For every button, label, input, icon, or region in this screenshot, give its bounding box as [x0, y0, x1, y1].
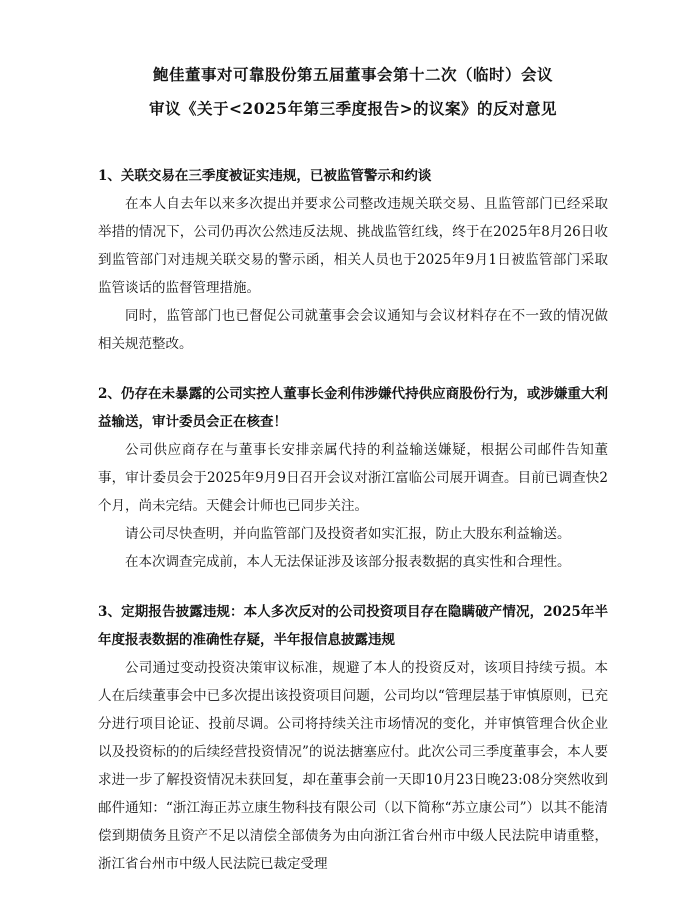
section-2-heading: 2、仍存在未暴露的公司实控人董事长金利伟涉嫌代持供应商股份行为，或涉嫌重大利益输送，审计委员会正在核查！ — [98, 386, 608, 430]
section-1-paragraph-1: 在本人自去年以来多次提出并要求公司整改违规关联交易、且监管部门已经采取举措的情况下，公司仍再次公然违反法规、挑战监管红线，终于在2025年8月26日收到监管部门对违规关联交易的警示函，相关人员也于2025年9月1日被监管部门采取监管谈话的监督管理措施。 — [98, 196, 608, 296]
section-2 — [98, 380, 608, 576]
document-title-block — [98, 58, 608, 126]
section-2-paragraph-1: 公司供应商存在与董事长安排亲属代持的利益输送嫌疑，根据公司邮件告知董事，审计委员会于2025年9月9日召开会议对浙江富临公司展开调查。目前已调查快2个月，尚未完结。天健会计师也已同步关注。 — [98, 442, 608, 514]
section-3-heading: 3、定期报告披露违规：本人多次反对的公司投资项目存在隐瞒破产情况，2025年半年度报表数据的准确性存疑，半年报信息披露违规 — [98, 604, 608, 648]
section-2-paragraph-3: 在本次调查完成前，本人无法保证涉及该部分报表数据的真实性和合理性。 — [125, 554, 571, 570]
section-3-paragraph-1: 公司通过变动投资决策审议标准，规避了本人的投资反对，该项目持续亏损。本人在后续董事会中已多次提出该投资项目问题，公司均以“管理层基于审慎原则，已充分进行项目论证、投前尽调。公司将持续关注市场情况的变化，并审慎管理合伙企业以及投资标的的后续经营投资情况”的说法搪塞应付。此次公司三季度董事会，本人要求进一步了解投资情况未获回复，却在董事会前一天即10月23日晚23:08分突然收到邮件通知：“浙江海正苏立康生物科技有限公司（以下简称“苏立康公司”）以其不能清偿到期债务且资产不足以清偿全部债务为由向浙江省台州市中级人民法院申请重整，浙江省台州市中级人民法院已裁定受理 — [98, 660, 608, 872]
section-3 — [98, 598, 608, 878]
document-title-line-2: 审议《关于<2025年第三季度报告>的议案》的反对意见 — [148, 99, 558, 118]
document-title-line-1: 鲍佳董事对可靠股份第五届董事会第十二次（临时）会议 — [152, 65, 553, 84]
section-1 — [98, 162, 608, 358]
section-1-paragraph-2: 同时，监管部门也已督促公司就董事会会议通知与会议材料存在不一致的情况做相关规范整改。 — [98, 308, 608, 352]
section-1-heading: 1、关联交易在三季度被证实违规，已被监管警示和约谈 — [98, 168, 432, 184]
section-2-paragraph-2: 请公司尽快查明，并向监管部门及投资者如实汇报，防止大股东利益输送。 — [125, 526, 571, 542]
